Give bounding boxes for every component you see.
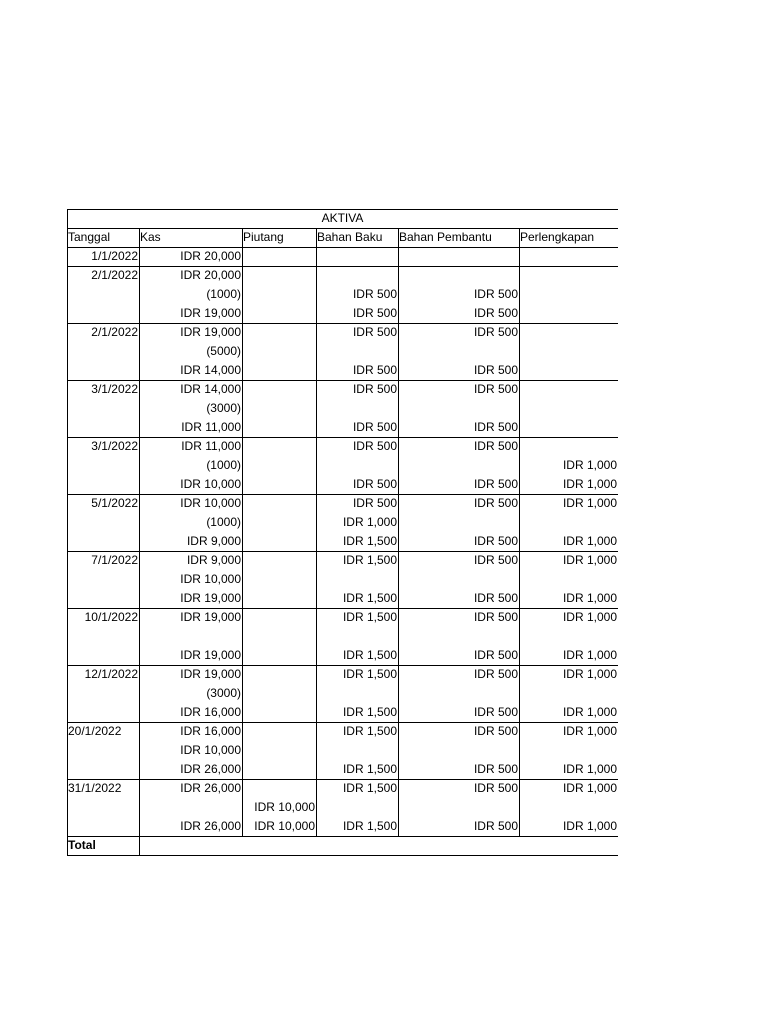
- grid-line: [67, 247, 618, 248]
- cell-kas[interactable]: IDR 9,000: [186, 534, 241, 548]
- cell-tanggal[interactable]: [67, 570, 139, 589]
- cell-bahan-baku[interactable]: [316, 456, 398, 475]
- cell-tanggal[interactable]: 12/1/2022: [84, 667, 138, 681]
- cell-bahan-pembantu[interactable]: IDR 500: [473, 363, 518, 377]
- cell-bahan-pembantu[interactable]: IDR 500: [473, 306, 518, 320]
- cell-tanggal[interactable]: 1/1/2022: [91, 249, 138, 263]
- cell-bahan-baku[interactable]: IDR 500: [352, 325, 397, 339]
- cell-bahan-baku[interactable]: IDR 500: [352, 477, 397, 491]
- cell-kas[interactable]: IDR 19,000: [180, 610, 241, 624]
- cell-tanggal[interactable]: [67, 684, 139, 703]
- cell-piutang[interactable]: [242, 646, 316, 665]
- cell-kas[interactable]: IDR 26,000: [180, 781, 241, 795]
- cell-bahan-pembantu[interactable]: [398, 342, 519, 361]
- table-title[interactable]: AKTIVA: [321, 211, 364, 225]
- cell-bahan-baku[interactable]: IDR 1,500: [342, 762, 397, 776]
- cell-piutang[interactable]: IDR 10,000: [254, 819, 315, 833]
- cell-kas[interactable]: IDR 11,000: [181, 439, 241, 453]
- cell-bahan-pembantu[interactable]: IDR 500: [473, 781, 518, 795]
- cell-perlengkapan[interactable]: [519, 342, 618, 361]
- cell-perlengkapan[interactable]: IDR 1,000: [562, 591, 617, 605]
- cell-kas[interactable]: IDR 10,000: [180, 743, 241, 757]
- cell-perlengkapan[interactable]: IDR 1,000: [562, 648, 617, 662]
- table-row: [67, 665, 618, 684]
- cell-bahan-baku[interactable]: IDR 500: [352, 439, 397, 453]
- cell-bahan-baku[interactable]: IDR 1,500: [342, 724, 397, 738]
- cell-kas[interactable]: IDR 19,000: [180, 648, 241, 662]
- cell-kas[interactable]: (3000): [206, 401, 241, 415]
- cell-bahan-pembantu[interactable]: IDR 500: [473, 439, 518, 453]
- cell-bahan-baku[interactable]: IDR 1,500: [342, 648, 397, 662]
- cell-bahan-baku[interactable]: [316, 627, 398, 646]
- total-label[interactable]: Total: [68, 838, 96, 852]
- cell-perlengkapan[interactable]: [519, 266, 618, 285]
- grid-line: [316, 228, 317, 836]
- cell-tanggal[interactable]: [67, 703, 139, 722]
- header-kas[interactable]: Kas: [140, 230, 161, 244]
- grid-line: [519, 228, 520, 836]
- cell-tanggal[interactable]: 20/1/2022: [68, 724, 122, 738]
- cell-bahan-baku[interactable]: [316, 247, 398, 266]
- grid-line: [67, 665, 618, 666]
- grid-line: [67, 209, 618, 210]
- table-row: [67, 285, 618, 304]
- cell-bahan-pembantu[interactable]: [398, 247, 519, 266]
- cell-piutang[interactable]: [242, 304, 316, 323]
- cell-bahan-pembantu[interactable]: [398, 684, 519, 703]
- cell-piutang[interactable]: [242, 779, 316, 798]
- cell-bahan-pembantu[interactable]: [398, 399, 519, 418]
- cell-bahan-pembantu[interactable]: IDR 500: [473, 420, 518, 434]
- table-row: [67, 323, 618, 342]
- cell-bahan-baku[interactable]: [316, 741, 398, 760]
- cell-kas[interactable]: IDR 19,000: [180, 591, 241, 605]
- cell-tanggal[interactable]: 3/1/2022: [91, 382, 138, 396]
- cell-bahan-pembantu[interactable]: IDR 500: [473, 705, 518, 719]
- cell-tanggal[interactable]: [67, 760, 139, 779]
- table-row: [67, 304, 618, 323]
- cell-kas[interactable]: IDR 14,000: [180, 382, 241, 396]
- cell-piutang[interactable]: [242, 551, 316, 570]
- cell-kas[interactable]: (1000): [206, 458, 241, 472]
- cell-perlengkapan[interactable]: IDR 1,000: [562, 724, 617, 738]
- grid-line: [398, 228, 399, 836]
- cell-perlengkapan[interactable]: [519, 684, 618, 703]
- cell-bahan-baku[interactable]: [316, 399, 398, 418]
- cell-piutang[interactable]: [242, 475, 316, 494]
- cell-piutang[interactable]: [242, 665, 316, 684]
- cell-bahan-pembantu[interactable]: IDR 500: [473, 762, 518, 776]
- cell-perlengkapan[interactable]: IDR 1,000: [562, 819, 617, 833]
- cell-bahan-baku[interactable]: IDR 1,500: [342, 610, 397, 624]
- table-row: [67, 342, 618, 361]
- table-row: [67, 361, 618, 380]
- cell-tanggal[interactable]: [67, 285, 139, 304]
- cell-kas[interactable]: IDR 19,000: [180, 306, 241, 320]
- cell-tanggal[interactable]: [67, 342, 139, 361]
- cell-piutang[interactable]: [242, 494, 316, 513]
- cell-bahan-pembantu[interactable]: [398, 570, 519, 589]
- cell-perlengkapan[interactable]: [519, 380, 618, 399]
- grid-line: [67, 323, 618, 324]
- cell-perlengkapan[interactable]: [519, 798, 618, 817]
- header-perlengkapan[interactable]: Perlengkapan: [520, 230, 595, 244]
- cell-bahan-baku[interactable]: IDR 500: [352, 363, 397, 377]
- cell-bahan-baku[interactable]: IDR 500: [352, 382, 397, 396]
- cell-bahan-pembantu[interactable]: IDR 500: [473, 534, 518, 548]
- table-row: [67, 247, 618, 266]
- cell-perlengkapan[interactable]: [519, 247, 618, 266]
- cell-bahan-pembantu[interactable]: IDR 500: [473, 287, 518, 301]
- cell-kas[interactable]: IDR 11,000: [181, 420, 241, 434]
- cell-bahan-baku[interactable]: [316, 684, 398, 703]
- cell-perlengkapan[interactable]: IDR 1,000: [562, 458, 617, 472]
- cell-piutang[interactable]: [242, 608, 316, 627]
- cell-piutang[interactable]: [242, 380, 316, 399]
- cell-bahan-baku[interactable]: IDR 500: [352, 496, 397, 510]
- table-row: [67, 684, 618, 703]
- table-row: [67, 741, 618, 760]
- table-row: [67, 570, 618, 589]
- cell-piutang[interactable]: [242, 456, 316, 475]
- cell-tanggal[interactable]: 7/1/2022: [91, 553, 138, 567]
- cell-kas[interactable]: IDR 16,000: [180, 705, 241, 719]
- cell-kas[interactable]: IDR 19,000: [180, 325, 241, 339]
- table-row: [67, 627, 618, 646]
- grid-line: [67, 209, 68, 856]
- cell-perlengkapan[interactable]: [519, 741, 618, 760]
- cell-tanggal[interactable]: [67, 456, 139, 475]
- cell-perlengkapan[interactable]: [519, 399, 618, 418]
- cell-bahan-pembantu[interactable]: IDR 500: [473, 591, 518, 605]
- cell-perlengkapan[interactable]: [519, 570, 618, 589]
- cell-bahan-baku[interactable]: IDR 1,500: [342, 819, 397, 833]
- cell-bahan-pembantu[interactable]: IDR 500: [473, 496, 518, 510]
- cell-perlengkapan[interactable]: [519, 437, 618, 456]
- table-row: [67, 266, 618, 285]
- table-row: [67, 494, 618, 513]
- cell-tanggal[interactable]: [67, 475, 139, 494]
- cell-kas[interactable]: IDR 14,000: [180, 363, 241, 377]
- cell-piutang[interactable]: [242, 323, 316, 342]
- cell-perlengkapan[interactable]: IDR 1,000: [562, 667, 617, 681]
- header-row: [67, 228, 618, 247]
- cell-bahan-baku[interactable]: [316, 266, 398, 285]
- header-piutang[interactable]: Piutang: [243, 230, 284, 244]
- cell-bahan-baku[interactable]: IDR 1,500: [342, 534, 397, 548]
- cell-tanggal[interactable]: [67, 361, 139, 380]
- cell-piutang[interactable]: [242, 703, 316, 722]
- cell-piutang[interactable]: [242, 513, 316, 532]
- cell-tanggal[interactable]: [67, 304, 139, 323]
- cell-tanggal[interactable]: 10/1/2022: [84, 610, 138, 624]
- cell-bahan-pembantu[interactable]: [398, 456, 519, 475]
- cell-kas[interactable]: (3000): [206, 686, 241, 700]
- cell-kas[interactable]: IDR 26,000: [180, 762, 241, 776]
- cell-bahan-baku[interactable]: IDR 1,500: [342, 553, 397, 567]
- cell-tanggal[interactable]: 5/1/2022: [91, 496, 138, 510]
- table-row: [67, 380, 618, 399]
- cell-tanggal[interactable]: [67, 399, 139, 418]
- cell-kas[interactable]: (1000): [206, 287, 241, 301]
- cell-bahan-pembantu[interactable]: IDR 500: [473, 325, 518, 339]
- cell-tanggal[interactable]: 3/1/2022: [91, 439, 138, 453]
- cell-perlengkapan[interactable]: [519, 285, 618, 304]
- table-row: [67, 722, 618, 741]
- cell-tanggal[interactable]: [67, 741, 139, 760]
- cell-bahan-pembantu[interactable]: [398, 627, 519, 646]
- cell-bahan-baku[interactable]: IDR 1,500: [342, 667, 397, 681]
- cell-piutang[interactable]: [242, 342, 316, 361]
- cell-kas[interactable]: IDR 26,000: [180, 819, 241, 833]
- cell-tanggal[interactable]: [67, 817, 139, 836]
- cell-perlengkapan[interactable]: IDR 1,000: [562, 496, 617, 510]
- cell-bahan-baku[interactable]: IDR 1,500: [342, 591, 397, 605]
- grid-line: [67, 722, 618, 723]
- cell-perlengkapan[interactable]: IDR 1,000: [562, 705, 617, 719]
- table-row: [67, 513, 618, 532]
- cell-bahan-baku[interactable]: IDR 1,500: [342, 781, 397, 795]
- cell-perlengkapan[interactable]: [519, 304, 618, 323]
- table-row: [67, 532, 618, 551]
- cell-perlengkapan[interactable]: IDR 1,000: [562, 477, 617, 491]
- cell-tanggal[interactable]: [67, 513, 139, 532]
- cell-kas[interactable]: IDR 16,000: [180, 724, 241, 738]
- cell-piutang[interactable]: [242, 570, 316, 589]
- cell-perlengkapan[interactable]: IDR 1,000: [562, 610, 617, 624]
- table-row: [67, 456, 618, 475]
- cell-kas[interactable]: IDR 10,000: [180, 477, 241, 491]
- cell-bahan-baku[interactable]: IDR 1,000: [342, 515, 397, 529]
- cell-piutang[interactable]: [242, 532, 316, 551]
- grid-line: [67, 836, 618, 837]
- cell-bahan-baku[interactable]: IDR 500: [352, 287, 397, 301]
- cell-piutang[interactable]: [242, 722, 316, 741]
- cell-bahan-pembantu[interactable]: IDR 500: [473, 667, 518, 681]
- grid-line: [67, 437, 618, 438]
- table-row: [67, 646, 618, 665]
- cell-bahan-pembantu[interactable]: IDR 500: [473, 819, 518, 833]
- grid-line: [67, 380, 618, 381]
- cell-perlengkapan[interactable]: [519, 361, 618, 380]
- cell-perlengkapan[interactable]: IDR 1,000: [562, 534, 617, 548]
- cell-tanggal[interactable]: [67, 532, 139, 551]
- cell-kas[interactable]: IDR 20,000: [180, 249, 241, 263]
- cell-kas[interactable]: (5000): [206, 344, 241, 358]
- cell-bahan-pembantu[interactable]: [398, 741, 519, 760]
- cell-bahan-baku[interactable]: [316, 798, 398, 817]
- cell-kas[interactable]: [139, 627, 242, 646]
- grid-line: [139, 228, 140, 855]
- table-row: [67, 798, 618, 817]
- grid-line: [67, 228, 618, 229]
- header-bahan-baku[interactable]: Bahan Baku: [317, 230, 383, 244]
- cell-perlengkapan[interactable]: IDR 1,000: [562, 553, 617, 567]
- cell-tanggal[interactable]: [67, 627, 139, 646]
- cell-bahan-pembantu[interactable]: IDR 500: [473, 382, 518, 396]
- aktiva-table: [67, 209, 618, 855]
- cell-perlengkapan[interactable]: [519, 418, 618, 437]
- cell-bahan-pembantu[interactable]: IDR 500: [473, 610, 518, 624]
- cell-bahan-baku[interactable]: IDR 1,500: [342, 705, 397, 719]
- cell-perlengkapan[interactable]: IDR 1,000: [562, 762, 617, 776]
- table-row: [67, 760, 618, 779]
- table-row: [67, 551, 618, 570]
- cell-perlengkapan[interactable]: [519, 627, 618, 646]
- cell-piutang[interactable]: [242, 684, 316, 703]
- cell-bahan-baku[interactable]: IDR 500: [352, 306, 397, 320]
- cell-kas[interactable]: IDR 19,000: [180, 667, 241, 681]
- header-tanggal[interactable]: Tanggal: [68, 230, 111, 244]
- cell-bahan-pembantu[interactable]: [398, 513, 519, 532]
- cell-piutang[interactable]: [242, 627, 316, 646]
- cell-tanggal[interactable]: 2/1/2022: [91, 325, 138, 339]
- cell-tanggal[interactable]: 2/1/2022: [91, 268, 138, 282]
- cell-piutang[interactable]: [242, 418, 316, 437]
- table-row: [67, 399, 618, 418]
- cell-bahan-pembantu[interactable]: IDR 500: [473, 477, 518, 491]
- grid-line: [67, 266, 618, 267]
- table-row: [67, 779, 618, 798]
- cell-tanggal[interactable]: [67, 589, 139, 608]
- cell-piutang[interactable]: IDR 10,000: [254, 800, 315, 814]
- cell-perlengkapan[interactable]: [519, 513, 618, 532]
- cell-bahan-baku[interactable]: [316, 570, 398, 589]
- cell-tanggal[interactable]: [67, 798, 139, 817]
- grid-line: [67, 779, 618, 780]
- grid-line: [67, 608, 618, 609]
- grid-line: [67, 855, 618, 856]
- cell-perlengkapan[interactable]: IDR 1,000: [562, 781, 617, 795]
- cell-piutang[interactable]: [242, 589, 316, 608]
- cell-piutang[interactable]: [242, 285, 316, 304]
- table-row: [67, 608, 618, 627]
- cell-bahan-pembantu[interactable]: IDR 500: [473, 553, 518, 567]
- cell-kas[interactable]: IDR 10,000: [180, 572, 241, 586]
- grid-line: [67, 494, 618, 495]
- grid-line: [242, 228, 243, 836]
- title-row: [67, 209, 618, 228]
- cell-bahan-pembantu[interactable]: IDR 500: [473, 724, 518, 738]
- table-row: [67, 418, 618, 437]
- table-row: [67, 817, 618, 836]
- grid-line: [67, 551, 618, 552]
- total-row: [67, 836, 618, 855]
- cell-tanggal[interactable]: [67, 646, 139, 665]
- cell-piutang[interactable]: [242, 437, 316, 456]
- cell-piutang[interactable]: [242, 361, 316, 380]
- cell-bahan-baku[interactable]: [316, 342, 398, 361]
- cell-kas[interactable]: IDR 9,000: [186, 553, 241, 567]
- cell-kas[interactable]: IDR 20,000: [180, 268, 241, 282]
- table-row: [67, 475, 618, 494]
- cell-bahan-baku[interactable]: IDR 500: [352, 420, 397, 434]
- table-row: [67, 437, 618, 456]
- cell-bahan-pembantu[interactable]: IDR 500: [473, 648, 518, 662]
- cell-kas[interactable]: [139, 798, 242, 817]
- cell-perlengkapan[interactable]: [519, 323, 618, 342]
- cell-piutang[interactable]: [242, 266, 316, 285]
- cell-kas[interactable]: IDR 10,000: [180, 496, 241, 510]
- cell-kas[interactable]: (1000): [206, 515, 241, 529]
- table-row: [67, 703, 618, 722]
- cell-piutang[interactable]: [242, 399, 316, 418]
- cell-tanggal[interactable]: 31/1/2022: [68, 781, 122, 795]
- cell-bahan-pembantu[interactable]: [398, 798, 519, 817]
- header-bahan-pembantu[interactable]: Bahan Pembantu: [399, 230, 492, 244]
- cell-piutang[interactable]: [242, 247, 316, 266]
- cell-tanggal[interactable]: [67, 418, 139, 437]
- cell-piutang[interactable]: [242, 741, 316, 760]
- table-row: [67, 589, 618, 608]
- cell-bahan-pembantu[interactable]: [398, 266, 519, 285]
- cell-piutang[interactable]: [242, 760, 316, 779]
